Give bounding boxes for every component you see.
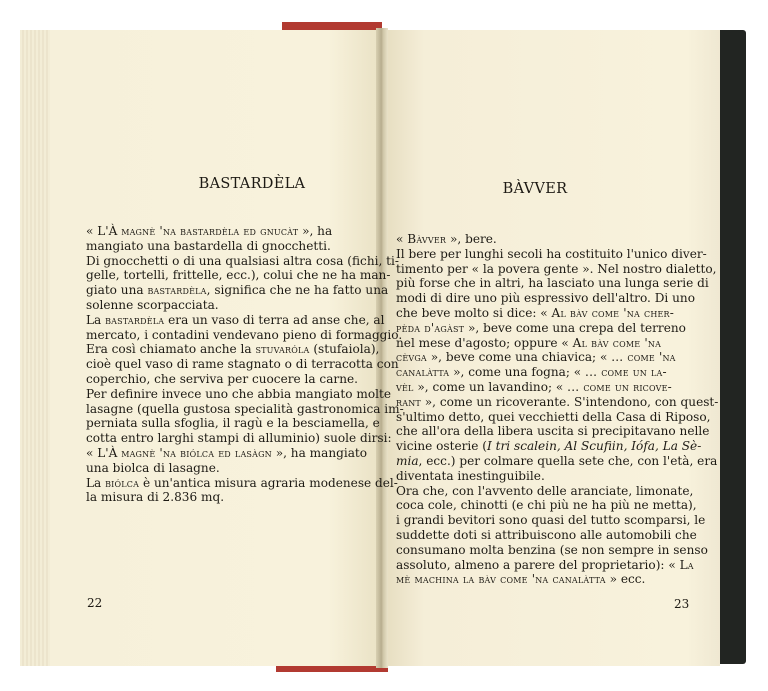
text-line xyxy=(396,350,718,365)
small-caps-run: cèvga xyxy=(396,350,427,365)
text-line xyxy=(86,239,404,254)
small-caps-run: Al bàv come 'na cher- xyxy=(551,305,675,320)
right-page-body xyxy=(396,232,718,587)
text-line xyxy=(396,572,718,587)
text-run: La xyxy=(86,312,106,327)
text-run: assoluto, almeno a parere del proprietario): « xyxy=(396,557,680,572)
text-line xyxy=(396,321,718,336)
text-line xyxy=(86,357,404,372)
small-caps-run: rant xyxy=(396,394,421,409)
text-run: Era così chiamato anche la xyxy=(86,342,256,357)
text-run: La xyxy=(86,475,106,490)
text-run: che beve molto si dice: « xyxy=(396,305,552,320)
text-run: », bere. xyxy=(446,232,497,246)
text-run: « L'À xyxy=(86,445,122,460)
text-line xyxy=(86,416,404,431)
left-page-number: 22 xyxy=(87,596,103,610)
text-run: », ha mangiato xyxy=(271,445,368,460)
small-caps-run: bastardèla xyxy=(105,312,165,327)
small-caps-run: stuvaróla xyxy=(255,342,310,357)
text-run: giato una xyxy=(86,283,148,298)
text-run: mercato, i contadini vendevano pieno di formaggio. xyxy=(86,327,403,342)
small-caps-run: ... come 'na xyxy=(611,350,676,365)
text-line xyxy=(86,268,404,283)
right-page-number: 23 xyxy=(674,597,690,611)
text-run: », beve come una crepa del terreno xyxy=(464,320,686,335)
text-run: la misura di 2.836 mq. xyxy=(86,490,225,505)
text-line xyxy=(86,372,404,387)
small-caps-run: canalàtta xyxy=(396,365,450,380)
text-line xyxy=(86,402,404,417)
text-run: gelle, tortelli, frittelle, ecc.), colui che ne ha man- xyxy=(86,268,391,283)
text-run: , ecc.) per colmare quella sete che, con l'età, era xyxy=(418,453,718,468)
text-run: consumano molta benzina (se non sempre in senso xyxy=(396,542,708,557)
small-caps-run: vèl xyxy=(396,379,414,394)
text-line xyxy=(86,431,404,446)
text-line xyxy=(396,513,718,528)
text-run: i grandi bevitori sono quasi del tutto scomparsi, le xyxy=(396,513,706,528)
text-run: era un vaso di terra ad anse che, al xyxy=(164,312,385,327)
text-line xyxy=(86,387,404,402)
text-line xyxy=(396,291,718,306)
text-line xyxy=(86,298,404,313)
text-line xyxy=(86,313,404,328)
small-caps-run: ... come un la- xyxy=(585,365,667,380)
italic-run: mia xyxy=(396,453,419,468)
text-line xyxy=(396,439,718,454)
text-run: Ora che, con l'avvento delle aranciate, limonate, xyxy=(396,483,694,498)
text-run: », come una fogna; « xyxy=(449,365,586,380)
text-line xyxy=(396,410,718,425)
text-line xyxy=(396,484,718,499)
text-run: », ha xyxy=(298,224,333,238)
text-run: vicine osterie ( xyxy=(396,439,488,454)
text-run: », come un ricoverante. S'intendono, con quest- xyxy=(420,394,719,409)
text-line xyxy=(396,276,718,291)
text-run: (stufaiola), xyxy=(309,342,380,357)
text-line xyxy=(86,461,404,476)
small-caps-run: bastardèla xyxy=(147,283,207,298)
text-run: timento per « la povera gente ». Nel nostro dialetto, xyxy=(396,261,717,276)
left-page-title: BASTARDÈLA xyxy=(198,176,306,192)
text-run: coca cole, chinotti (e chi più ne ha più ne metta), xyxy=(396,498,697,513)
text-run: lasagne (quella gustosa specialità gastronomica im- xyxy=(86,401,404,416)
right-page-title: BÀVVER xyxy=(502,181,568,197)
text-line xyxy=(396,306,718,321)
small-caps-run: pèda d'agàst xyxy=(396,320,465,335)
text-run: che all'ora della libera uscita si precipitavano nelle xyxy=(396,424,710,439)
cover-edge-right-dark xyxy=(716,30,746,664)
text-run: modi di dire uno più espressivo dell'altro. Di uno xyxy=(396,291,695,306)
small-caps-run: Al bàv come 'na xyxy=(572,335,662,350)
text-run: « L'À xyxy=(86,224,122,238)
text-run: Il bere per lunghi secoli ha costituito l'unico diver- xyxy=(396,246,707,261)
text-line xyxy=(396,454,718,469)
text-line xyxy=(396,558,718,573)
text-line xyxy=(86,342,404,357)
small-caps-run: biólca xyxy=(105,475,140,490)
text-run: « xyxy=(396,232,408,246)
text-line xyxy=(396,380,718,395)
text-run: perniata sulla sfoglia, il ragù e la besciamella, e xyxy=(86,416,380,431)
text-run: », come un lavandino; « xyxy=(413,379,568,394)
text-run: Per definire invece uno che abbia mangiato molte xyxy=(86,386,391,401)
small-caps-run: ... come un ricove- xyxy=(567,379,672,394)
text-run: » ecc. xyxy=(605,572,646,587)
text-line xyxy=(86,328,404,343)
page-edge-stack xyxy=(20,30,50,666)
small-caps-run: magnè 'na biólca ed lasàgn xyxy=(121,445,272,460)
text-run: coperchio, che serviva per cuocere la carne. xyxy=(86,371,358,386)
text-run: una biolca di lasagne. xyxy=(86,460,220,475)
text-line xyxy=(396,424,718,439)
small-caps-run: Bàvver xyxy=(407,232,447,246)
text-run: mangiato una bastardella di gnocchetti. xyxy=(86,238,331,253)
text-line xyxy=(86,254,404,269)
text-line xyxy=(396,365,718,380)
text-run: cotta entro larghi stampi di alluminio) suole dirsi: xyxy=(86,431,392,446)
text-run: cioè quel vaso di rame stagnato o di terracotta con xyxy=(86,357,399,372)
text-run: Di gnocchetti o di una qualsiasi altra cosa (fichi, ti- xyxy=(86,253,399,268)
text-line xyxy=(86,283,404,298)
text-run: », beve come una chiavica; « xyxy=(426,350,612,365)
text-line xyxy=(396,498,718,513)
text-line xyxy=(396,528,718,543)
text-line xyxy=(396,247,718,262)
text-line xyxy=(86,476,404,491)
text-run: nel mese d'agosto; oppure « xyxy=(396,335,573,350)
text-line xyxy=(396,543,718,558)
italic-run: I tri scalein, Al Scufiin, Iófa, La Sè- xyxy=(487,439,702,454)
small-caps-run: magnè 'na bastardèla ed gnucàt xyxy=(121,224,299,238)
text-run: diventata inestinguibile. xyxy=(396,468,545,483)
text-line xyxy=(86,224,404,239)
text-line xyxy=(396,336,718,351)
text-run: suddette doti si attribuiscono alle automobili che xyxy=(396,527,697,542)
text-run: s'ultimo detto, quei vecchietti della Casa di Riposo, xyxy=(396,409,711,424)
left-page-body xyxy=(86,224,404,505)
text-line xyxy=(396,395,718,410)
small-caps-run: La xyxy=(679,557,694,572)
text-line xyxy=(86,490,404,505)
text-line xyxy=(396,232,718,247)
text-run: solenne scorpacciata. xyxy=(86,297,219,312)
text-line xyxy=(86,446,404,461)
text-run: è un'antica misura agraria modenese del- xyxy=(139,475,398,490)
text-line xyxy=(396,469,718,484)
small-caps-run: mè machina la bàv come 'na canalàtta xyxy=(396,572,606,587)
text-run: più forse che in altri, ha lasciato una lunga serie di xyxy=(396,276,709,291)
text-line xyxy=(396,262,718,277)
text-run: , significa che ne ha fatto una xyxy=(206,283,389,298)
